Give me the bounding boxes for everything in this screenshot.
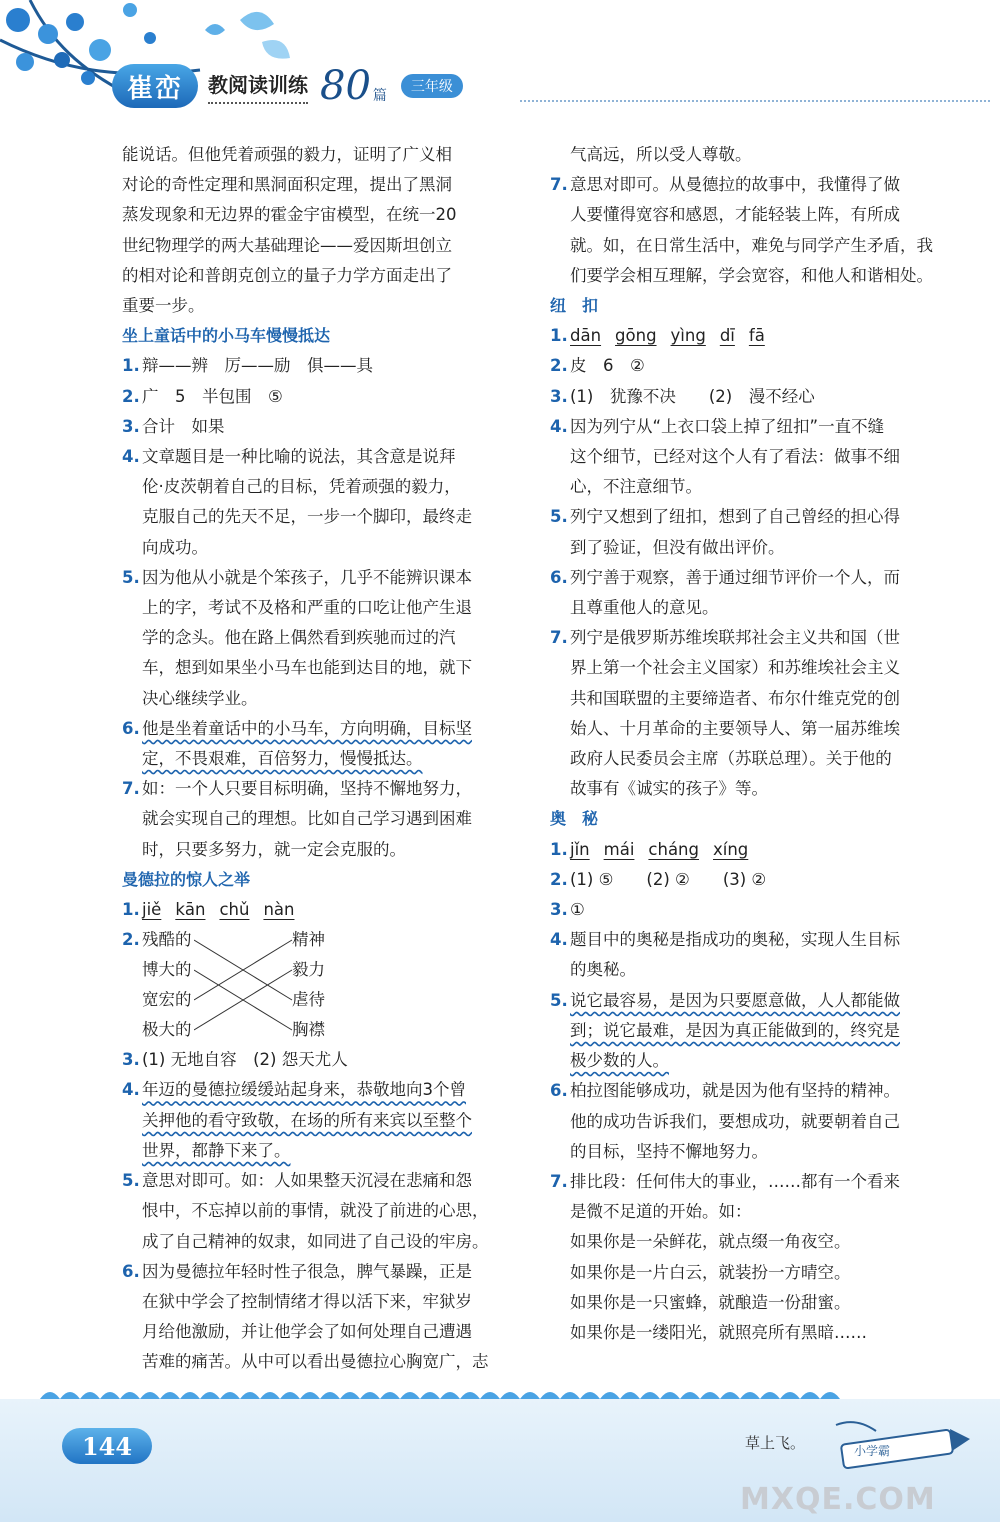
answer-line: 他的成功告诉我们，要想成功，就要朝着自己 <box>570 1111 900 1131</box>
answer-line: 时，只要多努力，就一定会克服的。 <box>142 839 406 859</box>
section-title: 坐上童话中的小马车慢慢抵达 <box>122 326 331 346</box>
answer-item: 4. 年迈的曼德拉缓缓站起身来，恭敬地向3个曾 <box>122 1080 466 1100</box>
series-name: 教阅读训练 <box>208 69 308 104</box>
answer-line: 就。如，在日常生活中，难免与同学产生矛盾，我 <box>570 235 933 255</box>
book-title <box>112 62 463 110</box>
wave-border <box>40 1385 840 1399</box>
answer-item: 3. ① <box>550 900 585 920</box>
answer-line: 向成功。 <box>142 537 208 557</box>
answer-line: 苦难的痛苦。从中可以看出曼德拉心胸宽广，志 <box>142 1352 489 1372</box>
answer-item: 6. 柏拉图能够成功，就是因为他有坚持的精神。 <box>550 1081 900 1101</box>
header-dotted-rule <box>520 100 990 102</box>
answer-item: 1. jiě kān chǔ nàn <box>122 900 295 920</box>
match-right-list: 精神 毅力 虐待 胸襟 <box>292 930 325 1040</box>
series-logo: 崔峦 <box>112 64 198 108</box>
match-left-list: 残酷的 博大的 宽宏的 极大的 <box>142 930 192 1040</box>
answer-line: 到；说它最难，是因为真正能做到的，终究是 <box>570 1020 900 1040</box>
answer-line: 如果你是一缕阳光，就照亮所有黑暗…… <box>570 1322 867 1342</box>
answer-item: 7. 排比段：任何伟大的事业，……都有一个看来 <box>550 1171 900 1191</box>
answer-item: 6. 他是坐着童话中的小马车，方向明确，目标坚 <box>122 718 472 738</box>
answer-item: 6. 列宁善于观察，善于通过细节评价一个人，而 <box>550 567 900 587</box>
answer-item: 7. 如：一个人只要目标明确，坚持不懈地努力， <box>122 779 472 799</box>
answer-line: 月给他激励，并让他学会了如何处理自己遭遇 <box>142 1322 472 1342</box>
answer-line: 的奥秘。 <box>570 960 636 980</box>
answer-item: 4. 文章题目是一种比喻的说法，其含意是说拜 <box>122 447 456 467</box>
answer-item: 2. (1) ⑤ (2) ② (3) ② <box>550 869 767 889</box>
answer-item: 3. (1) 无地自容 (2) 怨天尤人 <box>122 1050 348 1070</box>
answer-item: 4. 因为列宁从“上衣口袋上掉了纽扣”一直不缝 <box>550 416 885 436</box>
section-title: 纽 扣 <box>550 296 599 316</box>
answer-line: 车，想到如果坐小马车也能到达目的地，就下 <box>142 658 472 678</box>
answer-item: 2. 残酷的 博大的 宽宏的 极大的 精神 毅力 虐待 胸襟 <box>122 925 512 1045</box>
article-count: 80 <box>320 63 371 109</box>
answer-line: 如果你是一片白云，就装扮一方晴空。 <box>570 1262 851 1282</box>
intro-line: 能说话。但他凭着顽强的毅力，证明了广义相 <box>122 145 452 164</box>
intro-line: 的相对论和普朗克创立的量子力学方面走出了 <box>122 265 452 285</box>
answer-item: 1. 辩——辨 厉——励 俱——具 <box>122 356 373 376</box>
answer-line: 决心继续学业。 <box>142 688 258 708</box>
answer-line: 人要懂得宽容和感恩，才能轻装上阵，有所成 <box>570 205 900 225</box>
intro-line: 世纪物理学的两大基础理论——爱因斯坦创立 <box>122 235 452 255</box>
answer-line: 是微不足道的开始。如： <box>570 1202 752 1222</box>
article-count-unit: 篇 <box>372 88 387 104</box>
answer-line: 们要学会相互理解，学会宽容，和他人和谐相处。 <box>570 265 933 285</box>
answer-line: 上的字，考试不及格和严重的口吃让他产生退 <box>142 598 472 618</box>
answer-line: 关押他的看守致敬，在场的所有来宾以至整个 <box>142 1110 472 1130</box>
answer-line: 在狱中学会了控制情绪才得以活下来，牢狱岁 <box>142 1291 472 1311</box>
answer-item: 7. 意思对即可。从曼德拉的故事中，我懂得了做 <box>550 175 900 195</box>
answer-item: 2. 皮 6 ② <box>550 356 645 376</box>
answer-item: 4. 题目中的奥秘是指成功的奥秘，实现人生目标 <box>550 930 900 950</box>
answer-line: 如果你是一朵鲜花，就点缀一角夜空。 <box>570 1232 851 1252</box>
answer-item: 1. dān gōng yìng dī fā <box>550 326 765 346</box>
answer-line: 定，不畏艰难，百倍努力，慢慢抵达。 <box>142 749 423 769</box>
page-number: 144 <box>62 1428 152 1464</box>
answer-item: 3. 合计 如果 <box>122 416 225 436</box>
section-title: 曼德拉的惊人之举 <box>122 869 251 889</box>
answer-line: 伦·皮茨朝着自己的目标，凭着顽强的毅力， <box>142 477 461 497</box>
answer-line: 界上第一个社会主义国家）和苏维埃社会主义 <box>570 658 900 678</box>
answer-item: 3. (1) 犹豫不决 (2) 漫不经心 <box>550 386 815 406</box>
grade-badge: 三年级 <box>401 74 463 98</box>
answer-line: 这个细节，已经对这个人有了看法：做事不细 <box>570 447 900 467</box>
answer-line: 气高远，所以受人尊敬。 <box>570 145 752 164</box>
answer-item: 5. 意思对即可。如：人如果整天沉浸在悲痛和怨 <box>122 1171 472 1191</box>
answer-line: 成了自己精神的奴隶，如同进了自己设的牢房。 <box>142 1231 489 1251</box>
answer-line: 政府人民委员会主席（苏联总理）。关于他的 <box>570 749 892 769</box>
answer-line: 的目标，坚持不懈地努力。 <box>570 1141 768 1161</box>
answer-line: 就会实现自己的理想。比如自己学习遇到困难 <box>142 809 472 829</box>
footer-text: 草上飞。 <box>745 1434 806 1452</box>
answer-item: 6. 因为曼德拉年轻时性子很急，脾气暴躁，正是 <box>122 1261 472 1281</box>
section-title: 奥 秘 <box>550 809 599 829</box>
intro-line: 对论的奇性定理和黑洞面积定理，提出了黑洞 <box>122 175 452 195</box>
page-header <box>0 0 1000 130</box>
answer-item: 5. 说它最容易，是因为只要愿意做，人人都能做 <box>550 990 900 1010</box>
answer-line: 如果你是一只蜜蜂，就酿造一份甜蜜。 <box>570 1292 851 1312</box>
left-column <box>122 140 512 1378</box>
answer-item: 5. 列宁又想到了纽扣，想到了自己曾经的担心得 <box>550 507 900 527</box>
answer-line: 到了验证，但没有做出评价。 <box>570 537 785 557</box>
answer-item: 7. 列宁是俄罗斯苏维埃联邦社会主义共和国（世 <box>550 628 900 648</box>
answer-item: 1. jǐn mái cháng xíng <box>550 839 749 859</box>
right-column <box>550 140 942 1348</box>
answer-line: 始人、十月革命的主要领导人、第一届苏维埃 <box>570 718 900 738</box>
answer-line: 世界，都静下来了。 <box>142 1140 291 1160</box>
answer-item: 5. 因为他从小就是个笨孩子，几乎不能辨识课本 <box>122 567 472 587</box>
answer-line: 学的念头。他在路上偶然看到疾驰而过的汽 <box>142 628 456 648</box>
intro-line: 重要一步。 <box>122 296 205 316</box>
answer-line: 且尊重他人的意见。 <box>570 598 719 618</box>
pencil-logo-icon <box>832 1415 982 1475</box>
matching-exercise <box>142 925 362 1045</box>
answer-line: 克服自己的先天不足，一步一个脚印，最终走 <box>142 507 472 527</box>
watermark: MXQE.COM <box>740 1482 936 1517</box>
answer-line: 极少数的人。 <box>570 1051 669 1071</box>
answer-line: 心，不注意细节。 <box>570 477 702 497</box>
match-lines <box>194 925 294 1045</box>
answer-line: 故事有《诚实的孩子》等。 <box>570 779 768 799</box>
answer-item: 2. 广 5 半包围 ⑤ <box>122 386 283 406</box>
answer-line: 共和国联盟的主要缔造者、布尔什维克党的创 <box>570 688 900 708</box>
footer-mark-label: 小学霸 <box>854 1444 891 1458</box>
answer-line: 恨中，不忘掉以前的事情，就没了前进的心思， <box>142 1201 489 1221</box>
intro-line: 蒸发现象和无边界的霍金宇宙模型，在统一20 <box>122 205 457 225</box>
